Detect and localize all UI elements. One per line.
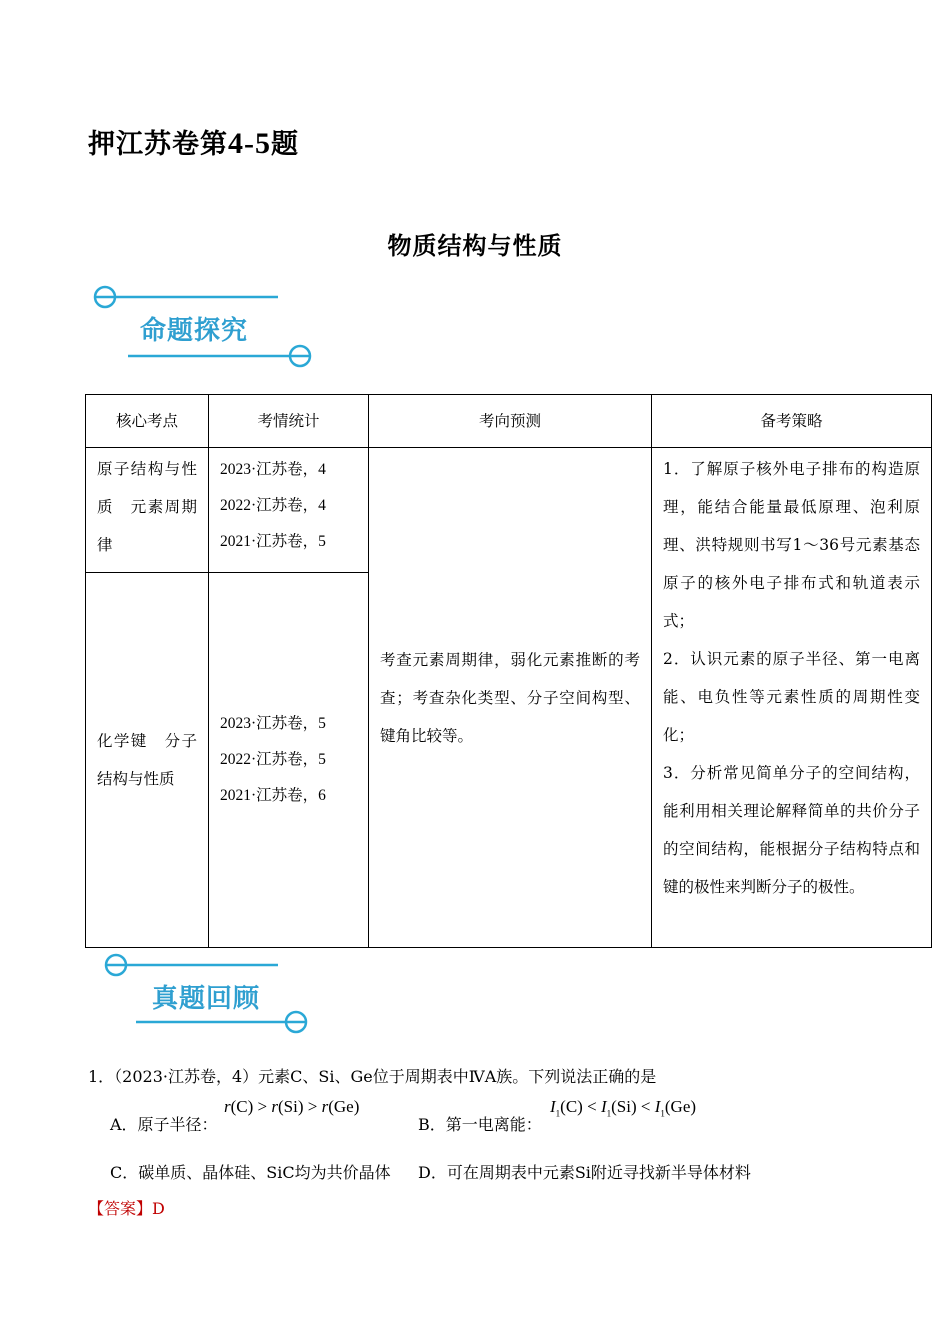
math-operator: > [253, 1097, 272, 1116]
prediction-cell: 考查元素周期律，弱化元素推断的考查；考查杂化类型、分子空间构型、键角比较等。 [369, 448, 652, 948]
header-cell: 备考策略 [652, 395, 932, 448]
math-subscript: 1 [606, 1108, 612, 1119]
math-term: (Si) [611, 1097, 637, 1116]
math-term: (Ge) [664, 1097, 697, 1116]
answer-label: 【答案】 [88, 1199, 153, 1218]
option-a-formula [224, 1097, 359, 1117]
math-symbol: r [224, 1097, 231, 1116]
stats-cell [209, 573, 369, 948]
title-number: 4-5 [228, 127, 271, 160]
table-header-row [86, 395, 932, 448]
math-term: (C) [230, 1097, 254, 1116]
option-a-label: A．原子半径： [110, 1115, 218, 1134]
math-operator: < [582, 1097, 601, 1116]
option-a [110, 1112, 218, 1135]
math-symbol: r [271, 1097, 279, 1116]
banner-label: 真题回顾 [152, 984, 261, 1014]
strategy-item: 1．了解原子核外电子排布的构造原理，能结合能量最低原理、泡利原理、洪特规则书写1～36号元素基态原子的核外电子排布式和轨道表示式； [663, 460, 920, 630]
topic-cell: 原子结构与性质 元素周期律 [86, 448, 209, 573]
math-term: (Si) [278, 1097, 304, 1116]
option-b-label: B．第一电离能： [418, 1115, 542, 1134]
answer-value: D [152, 1199, 165, 1218]
header-cell: 核心考点 [86, 395, 209, 448]
exam-analysis-table [85, 394, 932, 948]
banner-mingti-tanjiu [88, 282, 328, 372]
math-symbol: I [550, 1097, 556, 1116]
math-symbol: r [321, 1097, 329, 1116]
section-title: 物质结构与性质 [387, 232, 563, 260]
table-row [86, 448, 932, 573]
banner-label: 命题探究 [140, 316, 249, 346]
strategy-cell [652, 448, 932, 948]
math-operator: < [636, 1097, 655, 1116]
document-title [88, 122, 299, 161]
stat-line: 2022·江苏卷，5 [220, 751, 326, 768]
option-b-formula [550, 1097, 696, 1118]
math-term: (C) [560, 1097, 583, 1116]
math-operator: > [303, 1097, 322, 1116]
header-cell: 考情统计 [209, 395, 369, 448]
math-subscript: 1 [555, 1108, 561, 1119]
stat-line: 2021·江苏卷，6 [220, 787, 326, 804]
option-d: D．可在周期表中元素Si附近寻找新半导体材料 [418, 1163, 751, 1182]
topic-cell: 化学键 分子结构与性质 [86, 573, 209, 948]
strategy-item: 2．认识元素的原子半径、第一电离能、电负性等元素性质的周期性变化； [663, 650, 920, 744]
math-term: (Ge) [328, 1097, 360, 1116]
stat-line: 2022·江苏卷，4 [220, 497, 326, 514]
question-stem: 1．（2023·江苏卷，4）元素C、Si、Ge位于周期表中ⅣA族。下列说法正确的是 [88, 1067, 657, 1086]
stats-cell [209, 448, 369, 573]
math-symbol: I [654, 1097, 661, 1116]
header-cell: 考向预测 [369, 395, 652, 448]
option-c: C．碳单质、晶体硅、SiC均为共价晶体 [110, 1163, 391, 1182]
stat-line: 2023·江苏卷，4 [220, 461, 326, 478]
math-subscript: 1 [660, 1108, 665, 1119]
title-suffix: 题 [271, 129, 299, 160]
stat-line: 2021·江苏卷，5 [220, 533, 326, 550]
answer [88, 1196, 165, 1219]
strategy-item: 3．分析常见简单分子的空间结构，能利用相关理论解释简单的共价分子的空间结构，能根据分子结构特点和键的极性来判断分子的极性。 [663, 764, 920, 896]
title-prefix: 押江苏卷第 [88, 129, 228, 160]
stat-line: 2023·江苏卷，5 [220, 715, 326, 732]
math-symbol: I [600, 1097, 607, 1116]
banner-zhenti-huigu [92, 948, 332, 1038]
option-b [418, 1112, 542, 1135]
